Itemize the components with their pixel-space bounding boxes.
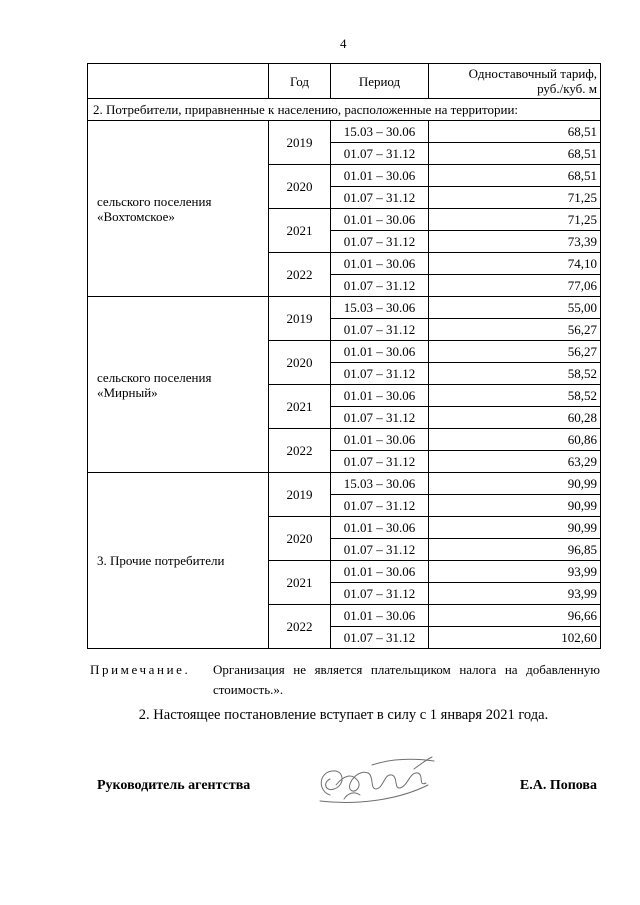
note-text: Организация не является плательщиком налога на добавленную стоимость.». [213, 662, 600, 697]
tariff-cell: 71,25 [429, 209, 601, 231]
consumer-group-label: 3. Прочие потребители [97, 553, 225, 568]
signature-image [314, 755, 439, 807]
section-heading: 2. Потребители, приравненные к населению, расположенные на территории: [88, 99, 601, 121]
year-cell: 2021 [269, 561, 331, 605]
table-row [88, 121, 601, 143]
tariff-cell: 71,25 [429, 187, 601, 209]
consumer-group-label: «Мирный» [97, 384, 158, 400]
consumer-group-cell [88, 473, 269, 649]
year-cell: 2020 [269, 341, 331, 385]
period-cell: 15.03 – 30.06 [331, 121, 429, 143]
tariff-cell: 68,51 [429, 121, 601, 143]
year-cell: 2022 [269, 429, 331, 473]
tariff-cell: 58,52 [429, 363, 601, 385]
year-cell: 2019 [269, 473, 331, 517]
period-cell: 01.07 – 31.12 [331, 275, 429, 297]
tariff-cell: 93,99 [429, 561, 601, 583]
tariff-cell: 60,28 [429, 407, 601, 429]
period-cell: 01.01 – 30.06 [331, 605, 429, 627]
period-cell: 15.03 – 30.06 [331, 297, 429, 319]
tariff-column-header [429, 64, 601, 99]
tariff-cell: 73,39 [429, 231, 601, 253]
note-label: Примечание. [90, 662, 191, 677]
tariff-cell: 68,51 [429, 143, 601, 165]
consumer-group-label: «Вохтомское» [97, 208, 175, 224]
tariff-cell: 93,99 [429, 583, 601, 605]
consumer-group-label: сельского поселения [97, 369, 212, 385]
period-cell: 01.01 – 30.06 [331, 385, 429, 407]
tariff-cell: 63,29 [429, 451, 601, 473]
tariff-cell: 96,66 [429, 605, 601, 627]
period-cell: 01.07 – 31.12 [331, 363, 429, 385]
tariff-cell: 56,27 [429, 319, 601, 341]
period-column-header: Период [331, 64, 429, 99]
year-cell: 2020 [269, 517, 331, 561]
year-cell: 2020 [269, 165, 331, 209]
period-cell: 01.07 – 31.12 [331, 231, 429, 253]
period-cell: 01.07 – 31.12 [331, 143, 429, 165]
period-cell: 01.01 – 30.06 [331, 209, 429, 231]
period-cell: 15.03 – 30.06 [331, 473, 429, 495]
period-cell: 01.07 – 31.12 [331, 583, 429, 605]
table-row [88, 297, 601, 319]
tariff-cell: 102,60 [429, 627, 601, 649]
year-cell: 2019 [269, 121, 331, 165]
tariff-cell: 55,00 [429, 297, 601, 319]
year-cell: 2019 [269, 297, 331, 341]
tariff-cell: 60,86 [429, 429, 601, 451]
year-column-header: Год [269, 64, 331, 99]
period-cell: 01.07 – 31.12 [331, 495, 429, 517]
year-cell: 2021 [269, 209, 331, 253]
table-header-row [88, 64, 601, 99]
period-cell: 01.01 – 30.06 [331, 561, 429, 583]
period-cell: 01.07 – 31.12 [331, 539, 429, 561]
tariff-table [87, 63, 601, 649]
tariff-cell: 74,10 [429, 253, 601, 275]
tariff-cell: 90,99 [429, 517, 601, 539]
year-cell: 2021 [269, 385, 331, 429]
page-number: 4 [340, 36, 347, 51]
period-cell: 01.07 – 31.12 [331, 627, 429, 649]
tariff-cell: 96,85 [429, 539, 601, 561]
consumer-group-cell [88, 297, 269, 473]
period-cell: 01.01 – 30.06 [331, 341, 429, 363]
tariff-table-head [88, 64, 601, 99]
signatory-title: Руководитель агентства [97, 778, 251, 793]
period-cell: 01.01 – 30.06 [331, 517, 429, 539]
tariff-header-line: Одноставочный тариф, [468, 66, 597, 81]
consumer-column-header [88, 64, 269, 99]
consumer-group-cell [88, 121, 269, 297]
period-cell: 01.01 – 30.06 [331, 165, 429, 187]
period-cell: 01.07 – 31.12 [331, 451, 429, 473]
tariff-cell: 68,51 [429, 165, 601, 187]
period-cell: 01.07 – 31.12 [331, 187, 429, 209]
tariff-cell: 58,52 [429, 385, 601, 407]
period-cell: 01.07 – 31.12 [331, 407, 429, 429]
tariff-table-body [88, 99, 601, 649]
period-cell: 01.01 – 30.06 [331, 253, 429, 275]
tariff-cell: 77,06 [429, 275, 601, 297]
year-cell: 2022 [269, 253, 331, 297]
clause-text: 2. Настоящее постановление вступает в силу с 1 января 2021 года. [138, 707, 549, 723]
section-row [88, 99, 601, 121]
tariff-cell: 90,99 [429, 495, 601, 517]
signatory-name: Е.А. Попова [519, 778, 597, 793]
year-cell: 2022 [269, 605, 331, 649]
table-row [88, 473, 601, 495]
period-cell: 01.01 – 30.06 [331, 429, 429, 451]
consumer-group-label: сельского поселения [97, 193, 212, 209]
tariff-cell: 90,99 [429, 473, 601, 495]
tariff-cell: 56,27 [429, 341, 601, 363]
period-cell: 01.07 – 31.12 [331, 319, 429, 341]
tariff-header-line: руб./куб. м [537, 81, 597, 96]
